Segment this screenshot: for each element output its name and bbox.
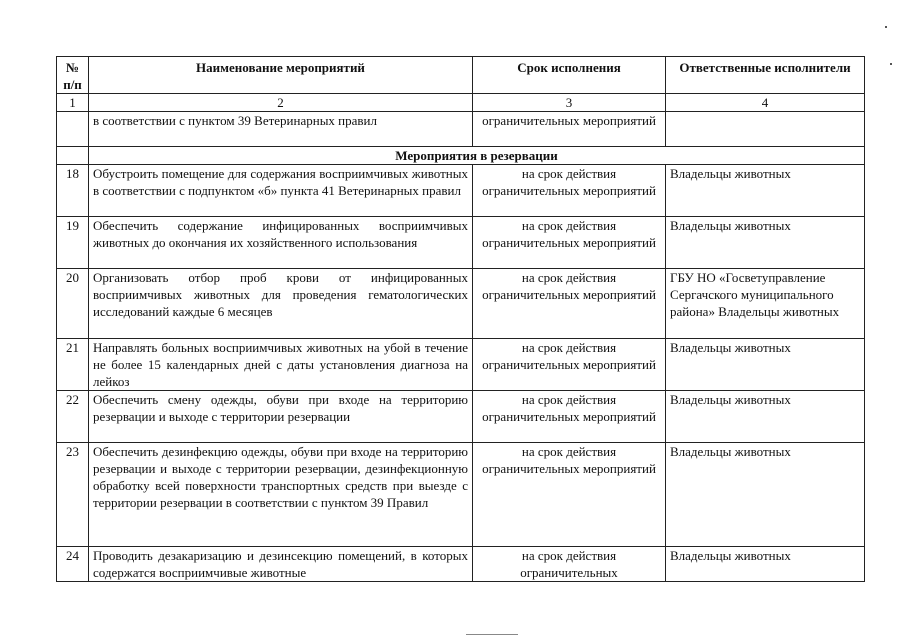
continued-responsible [666,112,865,147]
column-number-1: 1 [57,94,89,112]
row-number: 22 [57,391,89,443]
header-name: Наименование мероприятий [89,57,473,94]
column-number-2: 2 [89,94,473,112]
row-number: 20 [57,269,89,339]
row-number: 21 [57,339,89,391]
continued-number [57,112,89,147]
row-term: на срок действия ограничительных мероприятий [473,165,666,217]
table-row [57,217,865,269]
table-row [57,391,865,443]
scan-speck [885,26,887,28]
header-responsible: Ответственные исполнители [666,57,865,94]
row-name: Проводить дезакаризацию и дезинсекцию помещений, в которых содержатся восприимчивые животные [89,547,473,582]
continued-row [57,112,865,147]
row-term: на срок действия ограничительных мероприятий [473,339,666,391]
table-row [57,339,865,391]
row-name: Обеспечить смену одежды, обуви при входе на территорию резервации и выходе с территории резервации [89,391,473,443]
row-number: 24 [57,547,89,582]
continued-term: ограничительных мероприятий [473,112,666,147]
table-header-row [57,57,865,94]
row-term: на срок действия ограничительных мероприятий [473,217,666,269]
continued-name: в соответствии с пунктом 39 Ветеринарных правил [89,112,473,147]
row-number: 18 [57,165,89,217]
row-name: Обеспечить дезинфекцию одежды, обуви при входе на территорию резервации и выходе с территории резервации, дезинфекционную обработку всей поверхности транспортных средств при выезде с территории резервации в соответствии с пунктом 39 Правил [89,443,473,547]
column-number-3: 3 [473,94,666,112]
table-row [57,165,865,217]
section-row [57,147,865,165]
table-row [57,443,865,547]
row-number: 23 [57,443,89,547]
section-number-cell [57,147,89,165]
row-responsible: Владельцы животных [666,217,865,269]
table-row [57,547,865,582]
row-term: на срок действия ограничительных мероприятий [473,391,666,443]
row-responsible: Владельцы животных [666,339,865,391]
row-name: Обеспечить содержание инфицированных восприимчивых животных до окончания их хозяйственного использования [89,217,473,269]
row-name: Организовать отбор проб крови от инфицированных восприимчивых животных для проведения гематологических исследований каждые 6 месяцев [89,269,473,339]
row-responsible: Владельцы животных [666,547,865,582]
row-term: на срок действия ограничительных [473,547,666,582]
row-responsible: Владельцы животных [666,443,865,547]
header-term: Срок исполнения [473,57,666,94]
row-name: Направлять больных восприимчивых животных на убой в течение не более 15 календарных дней с даты установления диагноза на лейкоз [89,339,473,391]
row-name: Обустроить помещение для содержания восприимчивых животных в соответствии с подпунктом «б» пункта 41 Ветеринарных правил [89,165,473,217]
row-responsible: Владельцы животных [666,391,865,443]
document-page [56,56,864,582]
row-number: 19 [57,217,89,269]
column-numbers-row [57,94,865,112]
row-responsible: Владельцы животных [666,165,865,217]
measures-table [56,56,865,582]
scan-line [466,634,518,635]
header-number: № п/п [57,57,89,94]
row-responsible: ГБУ НО «Госветуправление Сергачского муниципального района» Владельцы животных [666,269,865,339]
scan-speck [890,63,892,65]
column-number-4: 4 [666,94,865,112]
table-row [57,269,865,339]
section-title: Мероприятия в резервации [89,147,865,165]
row-term: на срок действия ограничительных мероприятий [473,443,666,547]
row-term: на срок действия ограничительных мероприятий [473,269,666,339]
